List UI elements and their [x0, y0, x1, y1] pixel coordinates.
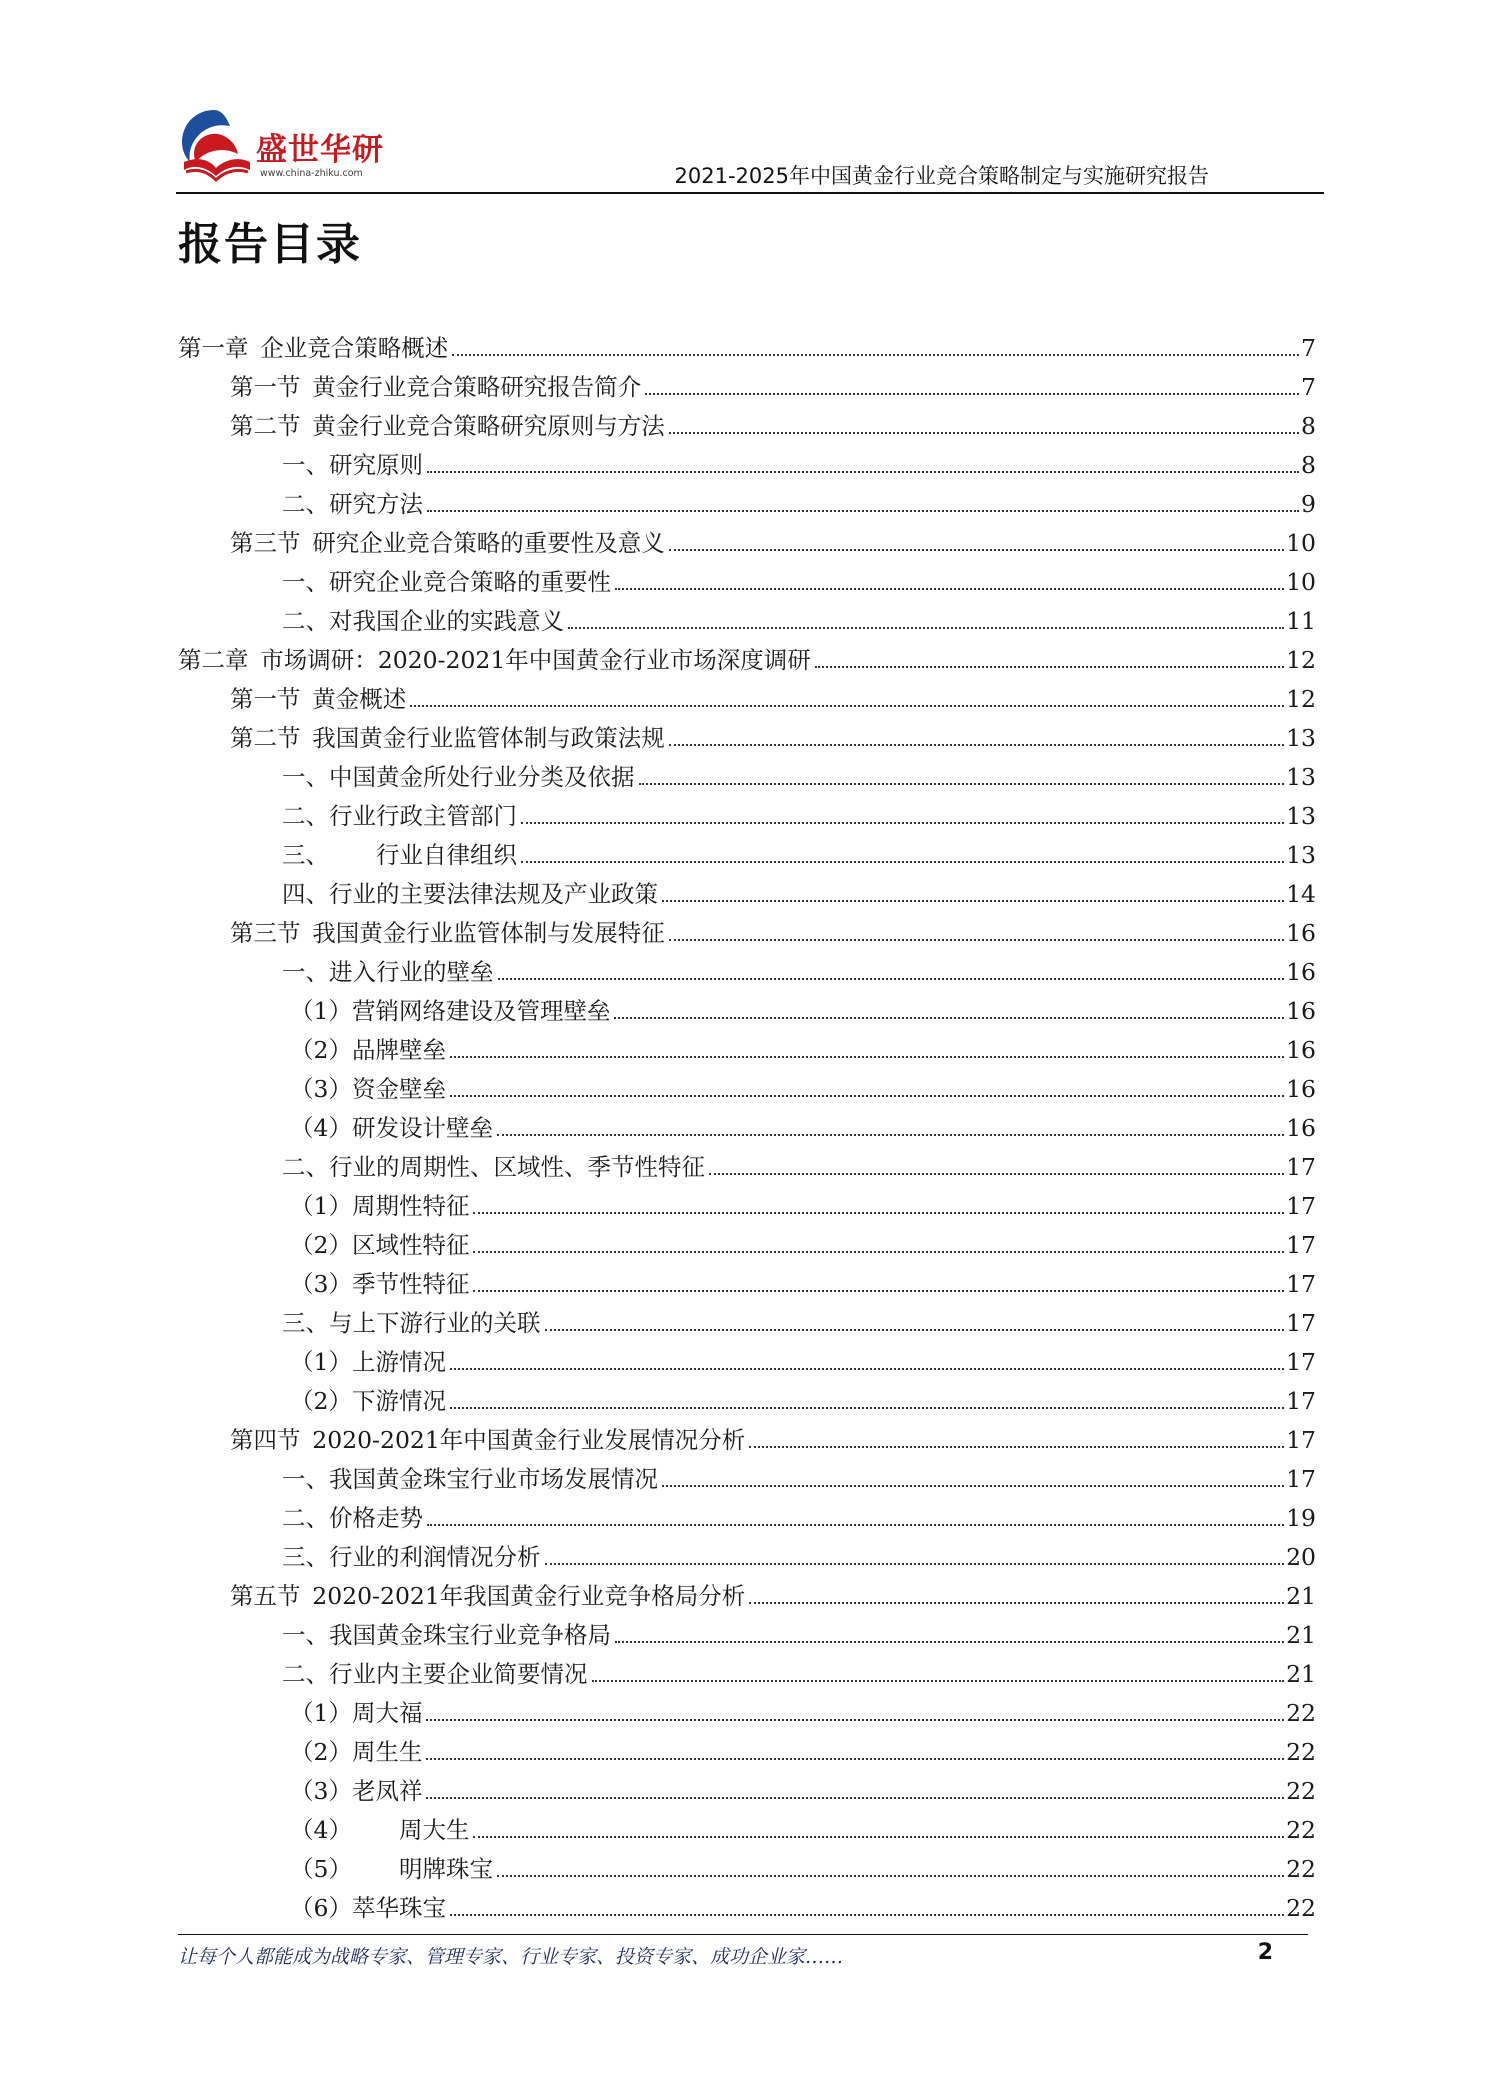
- toc-entry-page: 17: [1286, 1387, 1316, 1415]
- toc-entry-page: 13: [1286, 763, 1316, 791]
- toc-entry-title: 黄金概述: [312, 685, 407, 713]
- toc-entry-number: 第三节: [230, 529, 301, 557]
- toc-entry[interactable]: [178, 521, 1316, 560]
- toc-entry-page: 16: [1286, 1036, 1316, 1064]
- toc-entry-number: （4）: [290, 1816, 352, 1844]
- toc-entry-number: 第三节: [230, 919, 301, 947]
- toc-entry-number: 一、: [282, 1465, 329, 1493]
- toc-entry-number: 第二节: [230, 412, 301, 440]
- toc-entry[interactable]: [178, 1730, 1316, 1769]
- toc-entry-title: 周大福: [351, 1699, 423, 1727]
- toc-entry[interactable]: [178, 1184, 1316, 1223]
- toc-entry-page: 13: [1286, 841, 1316, 869]
- toc-entry-title: 资金壁垒: [351, 1075, 446, 1103]
- toc-entry-number: （5）: [290, 1855, 352, 1883]
- toc-entry-number: （2）: [290, 1738, 352, 1766]
- toc-heading: 报告目录: [178, 219, 362, 270]
- toc-dot-leader: [498, 978, 1285, 980]
- toc-entry-title: 老凤祥: [351, 1777, 423, 1805]
- toc-dot-leader: [473, 1212, 1284, 1214]
- toc-dot-leader: [452, 354, 1299, 356]
- toc-entry[interactable]: [178, 1652, 1316, 1691]
- toc-dot-leader: [669, 432, 1299, 434]
- toc-dot-leader: [473, 1251, 1284, 1253]
- toc-dot-leader: [450, 1056, 1284, 1058]
- toc-entry-page: 21: [1286, 1621, 1316, 1649]
- toc-entry-gap: [301, 409, 313, 443]
- toc-entry-number: 二、: [282, 607, 329, 635]
- toc-entry[interactable]: [178, 755, 1316, 794]
- toc-entry-title: 2020-2021年我国黄金行业竞争格局分析: [312, 1582, 746, 1610]
- toc-entry-page: 10: [1286, 529, 1316, 557]
- toc-entry-title: 2020-2021年中国黄金行业发展情况分析: [312, 1426, 746, 1454]
- toc-entry-title: 品牌壁垒: [351, 1036, 446, 1064]
- toc-entry-page: 11: [1286, 607, 1316, 635]
- toc-entry-page: 12: [1286, 685, 1316, 713]
- toc-entry-page: 22: [1286, 1816, 1316, 1844]
- toc-entry-page: 8: [1301, 412, 1316, 440]
- toc-entry-title: 行业行政主管部门: [329, 802, 517, 830]
- toc-entry-page: 8: [1301, 451, 1316, 479]
- toc-dot-leader: [426, 1797, 1284, 1799]
- toc-entry-title: 研发设计壁垒: [351, 1114, 493, 1142]
- toc-entry-title: 我国黄金珠宝行业市场发展情况: [329, 1465, 658, 1493]
- toc-dot-leader: [450, 1914, 1284, 1916]
- report-title: 2021-2025年中国黄金行业竞合策略制定与实施研究报告: [674, 164, 1209, 188]
- toc-entry-page: 22: [1286, 1777, 1316, 1805]
- toc-entry-title: 周期性特征: [351, 1192, 470, 1220]
- toc-dot-leader: [645, 393, 1299, 395]
- toc-entry-number: 二、: [282, 1504, 329, 1532]
- toc-entry-title: 下游情况: [351, 1387, 446, 1415]
- toc-entry-number: 二、: [282, 1153, 329, 1181]
- toc-entry-number: 一、: [282, 1621, 329, 1649]
- toc-dot-leader: [669, 939, 1284, 941]
- toc-dot-leader: [427, 510, 1299, 512]
- toc-dot-leader: [410, 705, 1284, 707]
- toc-entry-number: 二、: [282, 1660, 329, 1688]
- toc-entry-page: 9: [1301, 490, 1316, 518]
- toc-dot-leader: [497, 1875, 1284, 1877]
- toc-entry[interactable]: [178, 326, 1316, 365]
- footer-divider: [178, 1934, 1308, 1935]
- toc-entry-title: 我国黄金珠宝行业竞争格局: [329, 1621, 611, 1649]
- toc-dot-leader: [709, 1173, 1284, 1175]
- toc-entry-number: （1）: [290, 1348, 352, 1376]
- toc-entry-title: 价格走势: [329, 1504, 423, 1532]
- toc-entry-title: 黄金行业竞合策略研究原则与方法: [312, 412, 665, 440]
- toc-entry-number: 第一节: [230, 373, 301, 401]
- toc-entry[interactable]: [178, 599, 1316, 638]
- toc-entry-page: 21: [1286, 1660, 1316, 1688]
- toc-entry-page: 17: [1286, 1192, 1316, 1220]
- toc-entry-title: 营销网络建设及管理壁垒: [351, 997, 611, 1025]
- toc-entry-number: 第一章: [178, 334, 249, 362]
- toc-entry-number: （1）: [290, 997, 352, 1025]
- toc-entry-number: 二、: [282, 802, 329, 830]
- toc-entry-number: 三、: [282, 1543, 329, 1571]
- toc-entry-title: 区域性特征: [351, 1231, 470, 1259]
- toc-entry-page: 17: [1286, 1309, 1316, 1337]
- toc-entry-number: 第二章: [178, 646, 249, 674]
- toc-entry-title: 黄金行业竞合策略研究报告简介: [312, 373, 642, 401]
- toc-entry-page: 19: [1286, 1504, 1316, 1532]
- toc-entry-number: （2）: [290, 1036, 352, 1064]
- toc-entry-number: （3）: [290, 1777, 352, 1805]
- toc-entry-number: 第五节: [230, 1582, 301, 1610]
- toc-entry[interactable]: [178, 1496, 1316, 1535]
- toc-entry-page: 17: [1286, 1231, 1316, 1259]
- toc-entry[interactable]: [178, 794, 1316, 833]
- toc-entry[interactable]: [178, 716, 1316, 755]
- toc-entry-number: 四、: [282, 880, 329, 908]
- toc-entry[interactable]: [178, 989, 1316, 1028]
- toc-entry-page: 7: [1301, 373, 1316, 401]
- toc-entry-number: （1）: [290, 1192, 352, 1220]
- toc-entry-title: 企业竞合策略概述: [260, 334, 449, 362]
- toc-entry-page: 17: [1286, 1153, 1316, 1181]
- toc-entry-title: 对我国企业的实践意义: [329, 607, 564, 635]
- toc-entry-page: 17: [1286, 1426, 1316, 1454]
- toc-entry-title: 我国黄金行业监管体制与政策法规: [312, 724, 665, 752]
- toc-entry-page: 16: [1286, 1075, 1316, 1103]
- toc-entry[interactable]: [178, 404, 1316, 443]
- toc-entry[interactable]: [178, 1028, 1316, 1067]
- toc-entry-number: 一、: [282, 568, 329, 596]
- toc-dot-leader: [521, 861, 1284, 863]
- toc-entry-page: 16: [1286, 997, 1316, 1025]
- toc-entry-page: 16: [1286, 1114, 1316, 1142]
- logo-company-name: 盛世华研: [256, 132, 384, 168]
- toc-entry-gap: [249, 331, 261, 365]
- toc-entry-title: 上游情况: [351, 1348, 446, 1376]
- toc-entry-title: 周生生: [351, 1738, 423, 1766]
- page-header: [176, 102, 1324, 198]
- toc-entry-title: 研究企业竞合策略的重要性: [329, 568, 611, 596]
- toc-entry-title: 季节性特征: [351, 1270, 470, 1298]
- toc-entry-number: （2）: [290, 1387, 352, 1415]
- toc-entry[interactable]: [178, 1067, 1316, 1106]
- toc-entry-page: 22: [1286, 1699, 1316, 1727]
- toc-entry-title: 进入行业的壁垒: [329, 958, 494, 986]
- toc-entry-gap: [301, 682, 313, 716]
- toc-entry-page: 16: [1286, 958, 1316, 986]
- toc-dot-leader: [749, 1602, 1284, 1604]
- toc-entry-title: 市场调研：2020-2021年中国黄金行业市场深度调研: [260, 646, 811, 674]
- toc-entry-title: 行业的周期性、区域性、季节性特征: [329, 1153, 705, 1181]
- toc-entry[interactable]: [178, 1301, 1316, 1340]
- toc-entry[interactable]: [178, 482, 1316, 521]
- toc-dot-leader: [545, 1329, 1285, 1331]
- toc-dot-leader: [426, 1719, 1284, 1721]
- logo-emblem-icon: [176, 104, 254, 184]
- toc-dot-leader: [615, 588, 1284, 590]
- toc-entry[interactable]: [178, 1769, 1316, 1808]
- toc-entry-number: 一、: [282, 958, 329, 986]
- toc-entry-gap: [301, 370, 313, 404]
- toc-entry-page: 17: [1286, 1465, 1316, 1493]
- toc-entry[interactable]: [178, 833, 1316, 872]
- toc-entry-title: 行业的主要法律法规及产业政策: [329, 880, 658, 908]
- toc-entry-page: 7: [1301, 334, 1316, 362]
- toc-dot-leader: [427, 471, 1299, 473]
- toc-entry[interactable]: [178, 1691, 1316, 1730]
- toc-entry[interactable]: [178, 1106, 1316, 1145]
- footer-slogan: 让每个人都能成为战略专家、管理专家、行业专家、投资专家、成功企业家……: [178, 1946, 844, 1968]
- toc-entry-title: 研究企业竞合策略的重要性及意义: [312, 529, 665, 557]
- toc-entry-number: 三、: [282, 841, 329, 869]
- toc-entry-number: （3）: [290, 1270, 352, 1298]
- toc-entry[interactable]: [178, 1808, 1316, 1847]
- toc-entry-page: 12: [1286, 646, 1316, 674]
- toc-dot-leader: [521, 822, 1284, 824]
- toc-entry-gap: [301, 1579, 313, 1613]
- toc-entry[interactable]: [178, 1847, 1316, 1886]
- toc-dot-leader: [662, 1485, 1284, 1487]
- toc-dot-leader: [473, 1836, 1284, 1838]
- toc-entry-page: 16: [1286, 919, 1316, 947]
- toc-dot-leader: [614, 1017, 1284, 1019]
- toc-dot-leader: [669, 744, 1284, 746]
- toc-entry[interactable]: [178, 365, 1316, 404]
- toc-dot-leader: [669, 549, 1284, 551]
- toc-dot-leader: [497, 1134, 1284, 1136]
- toc-dot-leader: [639, 783, 1285, 785]
- toc-entry-title: 萃华珠宝: [351, 1894, 446, 1922]
- toc-entry-number: 一、: [282, 451, 329, 479]
- toc-entry-page: 13: [1286, 724, 1316, 752]
- toc-dot-leader: [450, 1095, 1284, 1097]
- toc-entry-page: 22: [1286, 1894, 1316, 1922]
- toc-entry[interactable]: [178, 1886, 1316, 1925]
- toc-entry-page: 22: [1286, 1855, 1316, 1883]
- toc-entry-title: 行业内主要企业简要情况: [329, 1660, 588, 1688]
- table-of-contents: [178, 326, 1316, 1925]
- toc-entry[interactable]: [178, 1223, 1316, 1262]
- toc-dot-leader: [662, 900, 1284, 902]
- toc-entry-number: 第二节: [230, 724, 301, 752]
- toc-entry[interactable]: [178, 1613, 1316, 1652]
- toc-entry-number: 第四节: [230, 1426, 301, 1454]
- toc-dot-leader: [545, 1563, 1285, 1565]
- toc-entry[interactable]: [178, 677, 1316, 716]
- toc-dot-leader: [592, 1680, 1285, 1682]
- toc-entry-gap: [301, 526, 313, 560]
- toc-entry-title: 研究原则: [329, 451, 423, 479]
- page-number: 2: [1257, 1940, 1273, 1965]
- toc-entry-title: 研究方法: [329, 490, 423, 518]
- toc-entry-title: 行业的利润情况分析: [329, 1543, 541, 1571]
- toc-entry-number: 第一节: [230, 685, 301, 713]
- toc-entry-page: 14: [1286, 880, 1316, 908]
- toc-entry-number: （3）: [290, 1075, 352, 1103]
- toc-entry-number: （4）: [290, 1114, 352, 1142]
- toc-entry[interactable]: [178, 560, 1316, 599]
- logo-website-url: www.china-zhiku.com: [260, 168, 363, 179]
- toc-entry[interactable]: [178, 443, 1316, 482]
- toc-entry-number: （2）: [290, 1231, 352, 1259]
- toc-dot-leader: [568, 627, 1284, 629]
- toc-entry-number: 一、: [282, 763, 329, 791]
- toc-entry[interactable]: [178, 638, 1316, 677]
- toc-entry[interactable]: [178, 1418, 1316, 1457]
- toc-dot-leader: [749, 1446, 1284, 1448]
- toc-dot-leader: [427, 1524, 1284, 1526]
- header-divider: [176, 192, 1324, 194]
- toc-entry-title: 行业自律组织: [329, 841, 517, 869]
- toc-entry-page: 13: [1286, 802, 1316, 830]
- toc-entry-page: 20: [1286, 1543, 1316, 1571]
- toc-dot-leader: [815, 666, 1284, 668]
- toc-entry[interactable]: [178, 1535, 1316, 1574]
- toc-dot-leader: [426, 1758, 1284, 1760]
- toc-entry-gap: [301, 721, 313, 755]
- toc-entry-gap: [301, 916, 313, 950]
- toc-entry[interactable]: [178, 1340, 1316, 1379]
- toc-entry[interactable]: [178, 1574, 1316, 1613]
- toc-dot-leader: [615, 1641, 1284, 1643]
- toc-entry[interactable]: [178, 872, 1316, 911]
- toc-entry-number: 三、: [282, 1309, 329, 1337]
- toc-entry-number: 二、: [282, 490, 329, 518]
- company-logo[interactable]: [176, 102, 406, 188]
- toc-entry[interactable]: [178, 1457, 1316, 1496]
- toc-entry-gap: [249, 643, 261, 677]
- toc-entry-number: （6）: [290, 1894, 352, 1922]
- toc-entry[interactable]: [178, 911, 1316, 950]
- toc-entry-title: 周大生: [351, 1816, 470, 1844]
- toc-entry-page: 17: [1286, 1348, 1316, 1376]
- toc-entry-gap: [301, 1423, 313, 1457]
- toc-entry-title: 中国黄金所处行业分类及依据: [329, 763, 635, 791]
- toc-entry[interactable]: [178, 1262, 1316, 1301]
- toc-dot-leader: [473, 1290, 1284, 1292]
- toc-entry[interactable]: [178, 1145, 1316, 1184]
- toc-entry-page: 22: [1286, 1738, 1316, 1766]
- toc-entry-page: 10: [1286, 568, 1316, 596]
- toc-entry-number: （1）: [290, 1699, 352, 1727]
- toc-entry-title: 我国黄金行业监管体制与发展特征: [312, 919, 665, 947]
- toc-dot-leader: [450, 1368, 1284, 1370]
- toc-entry[interactable]: [178, 1379, 1316, 1418]
- toc-entry-page: 21: [1286, 1582, 1316, 1610]
- toc-entry-page: 17: [1286, 1270, 1316, 1298]
- toc-entry[interactable]: [178, 950, 1316, 989]
- toc-entry-title: 明牌珠宝: [351, 1855, 493, 1883]
- toc-entry-title: 与上下游行业的关联: [329, 1309, 541, 1337]
- toc-dot-leader: [450, 1407, 1284, 1409]
